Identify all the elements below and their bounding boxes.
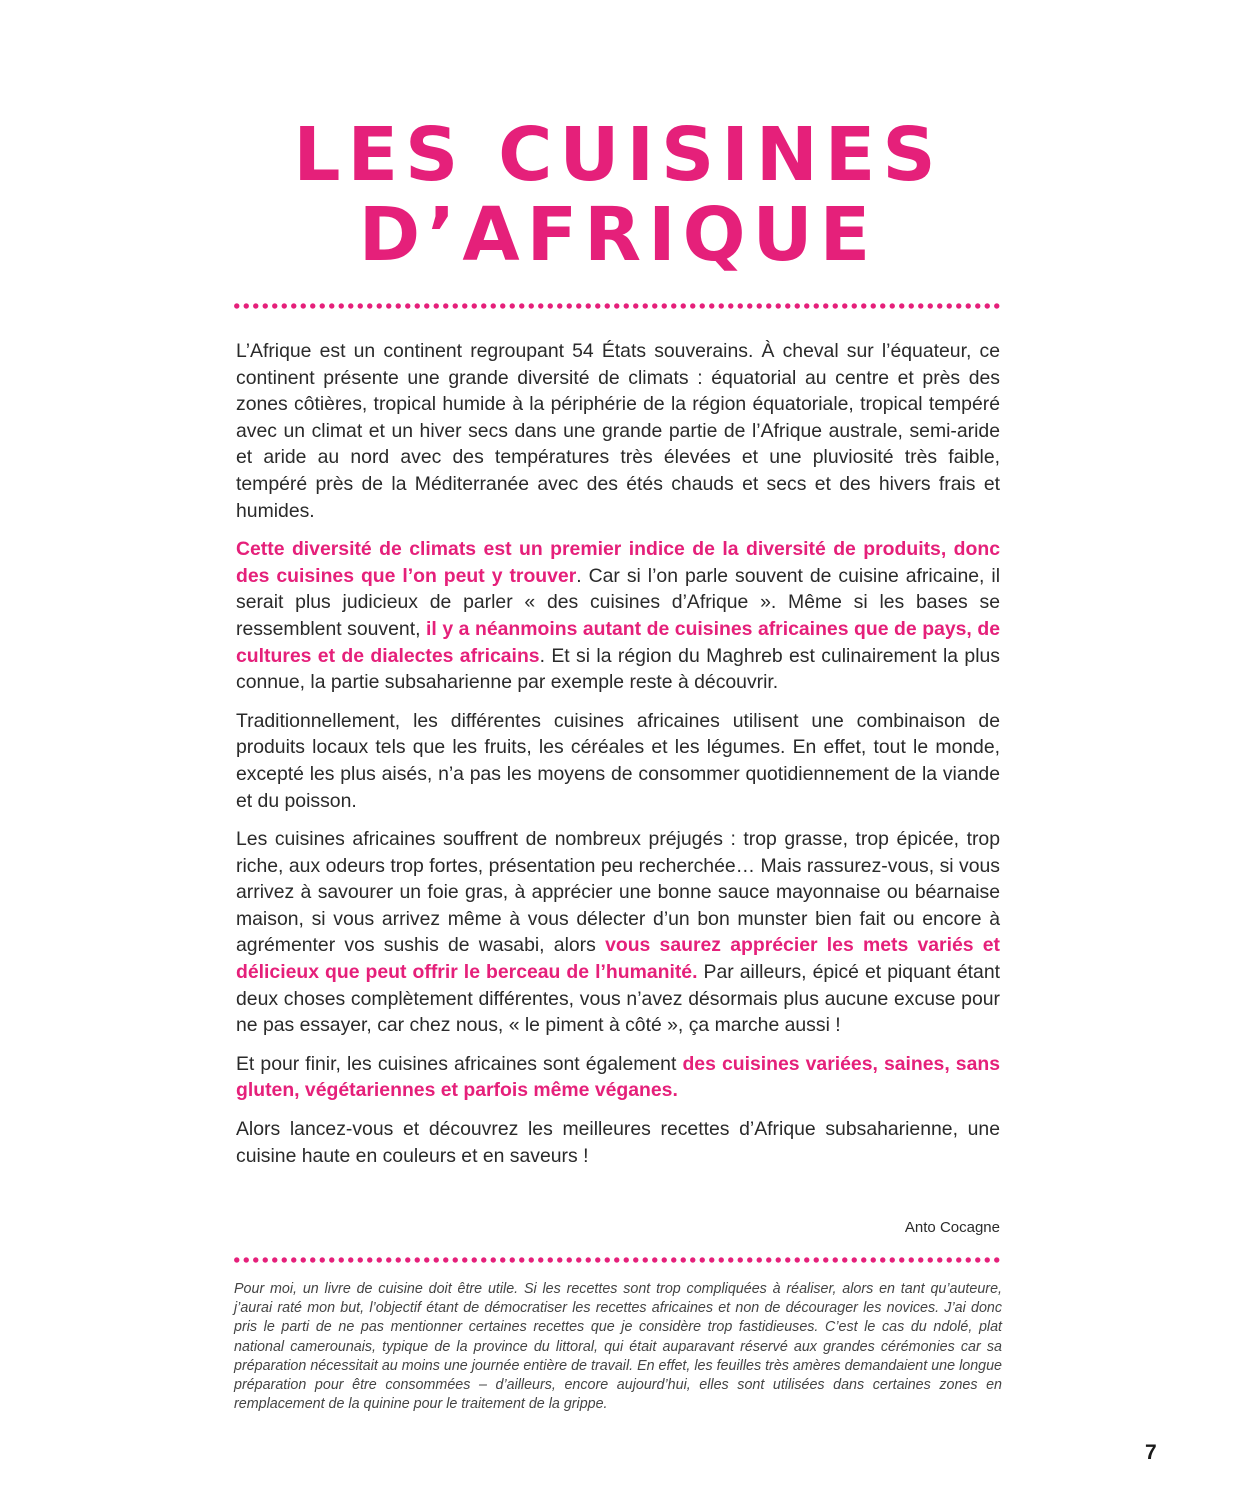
paragraph-4	[236, 826, 1000, 1039]
highlight-text: vous saurez apprécier les mets variés et délicieux que peut offrir le berceau de l’humanité.	[236, 934, 1001, 984]
author-signature: Anto Cocagne	[904, 1219, 1000, 1236]
body-text: Les cuisines africaines souffrent de nombreux préjugés : trop grasse, trop épicée, trop riche, aux odeurs trop fortes, présentation peu recherchée… Mais rassurez-vous, si vous arrivez à savourer un foie gras, à apprécier une bonne sauce mayonnaise ou béarnaise maison, si vous arrivez même à vous délecter d’un bon munster bien fait ou encore à agrémenter vos sushis de wasabi, alors	[236, 828, 1000, 957]
highlight-text: Cette diversité de climats est un premier indice de la diversité de produits, donc des cuisines que l’on peut y trouver	[236, 538, 1000, 587]
paragraph-2	[236, 536, 1000, 696]
highlight-text: des cuisines variées, saines, sans gluten, végétariennes et parfois même véganes.	[236, 1052, 1000, 1102]
intro-text	[236, 338, 1000, 1181]
paragraph-5	[236, 1051, 1000, 1104]
dotted-divider-bottom	[232, 1257, 1002, 1263]
dotted-divider-top	[232, 303, 1002, 309]
body-text: Et pour finir, les cuisines africaines sont également	[236, 1052, 683, 1075]
page-number: 7	[1145, 1441, 1157, 1464]
body-text: . Et si la région du Maghreb est culinairement la plus connue, la partie subsaharienne par exemple reste à découvrir.	[236, 644, 1001, 694]
footnote: Pour moi, un livre de cuisine doit être utile. Si les recettes sont trop compliquées à réaliser, alors en tant qu’auteure, j’aurai raté mon but, l’objectif étant de démocratiser les recettes africaines et non de décourager les novices. J’ai donc pris le parti de ne pas mentionner certaines recettes que je considère trop fastidieuses. C’est le cas du ndolé, plat national camerounais, typique de la province du littoral, qui était auparavant réservé aux grandes cérémonies car sa préparation nécessitait au moins une journée entière de travail. En effet, les feuilles très amères demandaient une longue préparation pour être consommées – d’ailleurs, encore aujourd’hui, elles sont utilisées dans certaines zones en remplacement de la quinine pour le traitement de la grippe.	[234, 1281, 1002, 1413]
page-title-line-1: LES CUISINES	[293, 112, 943, 198]
paragraph-3: Traditionnellement, les différentes cuisines africaines utilisent une combinaison de produits locaux tels que les fruits, les céréales et les légumes. En effet, tout le monde, excepté les plus aisés, n’a pas les moyens de consommer quotidiennement de la viande et du poisson.	[236, 709, 1000, 812]
paragraph-6: Alors lancez-vous et découvrez les meilleures recettes d’Afrique subsaharienne, une cuisine haute en couleurs et en saveurs !	[236, 1118, 1000, 1167]
page-title-line-2: D’AFRIQUE	[358, 192, 878, 278]
highlight-text: il y a néanmoins autant de cuisines africaines que de pays, de cultures et de dialectes africains	[236, 617, 1000, 667]
body-text: . Car si l’on parle souvent de cuisine africaine, il serait plus judicieux de parler « des cuisines d’Afrique ». Même si les bases se ressemblent souvent,	[236, 564, 1001, 640]
body-text: Par ailleurs, épicé et piquant étant deux choses complètement différentes, vous n’avez désormais plus aucune excuse pour ne pas essayer, car chez nous, « le piment à côté », ça marche aussi !	[236, 961, 1000, 1037]
paragraph-1: L’Afrique est un continent regroupant 54 États souverains. À cheval sur l’équateur, ce continent présente une grande diversité de climats : équatorial au centre et près des zones côtières, tropical humide à la périphérie de la région équatoriale, tropical tempéré avec un climat et un hiver secs dans une grande partie de l’Afrique australe, semi-aride et aride au nord avec des températures très élevées et une pluviosité très faible, tempéré près de la Méditerranée avec des étés chauds et secs et des hivers frais et humides.	[236, 340, 1000, 522]
